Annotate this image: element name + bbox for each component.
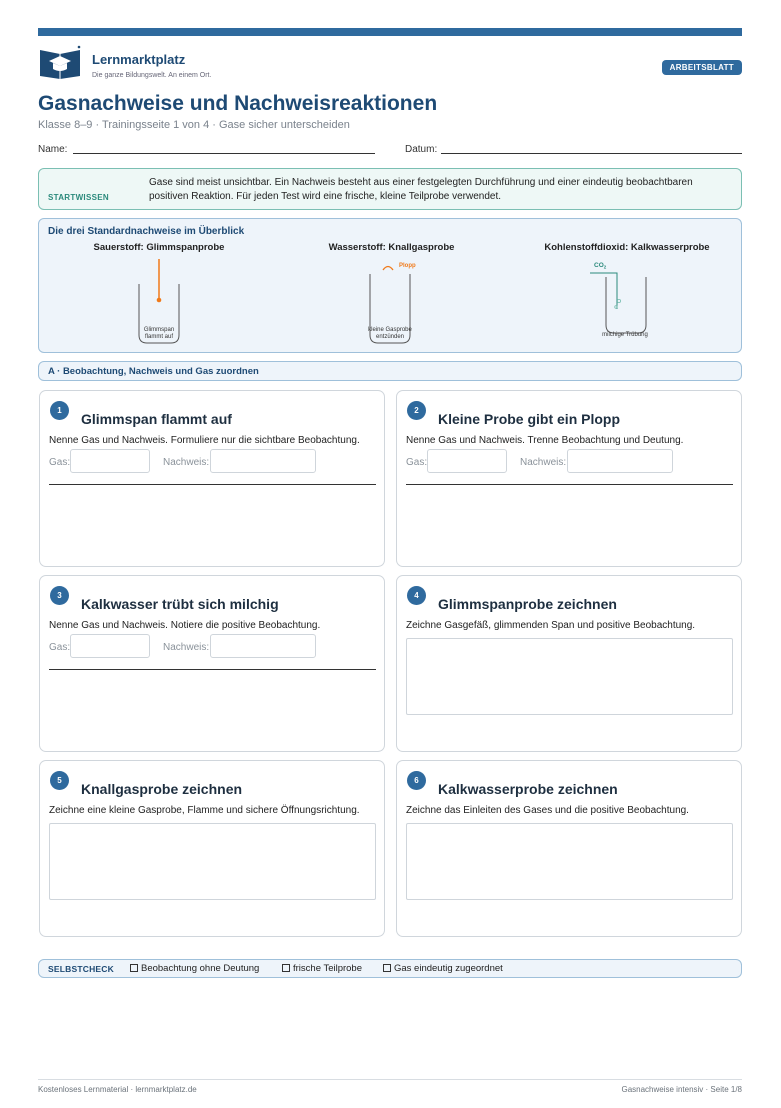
checkbox-icon[interactable] bbox=[130, 964, 138, 972]
check-label: frische Teilprobe bbox=[293, 963, 363, 974]
footer-left: Kostenloses Lernmaterial · lernmarktplatz.de bbox=[38, 1085, 197, 1094]
nachweis-label: Nachweis: bbox=[520, 457, 567, 468]
overview-heading-hydrogen: Wasserstoff: Knallgasprobe bbox=[328, 242, 455, 253]
check-label: Beobachtung ohne Deutung bbox=[141, 963, 260, 974]
overview-heading-co2: Kohlenstoffdioxid: Kalkwasserprobe bbox=[544, 242, 710, 253]
task-title: Kalkwasser trübt sich milchig bbox=[81, 596, 279, 612]
co2-label: CO bbox=[594, 262, 604, 269]
task-title: Kleine Probe gibt ein Plopp bbox=[438, 411, 621, 427]
check-item-2[interactable] bbox=[282, 963, 362, 974]
task-instruction: Zeichne das Einleiten des Gases und die positive Beobachtung. bbox=[406, 805, 689, 816]
overview-illustrations bbox=[39, 239, 743, 354]
co2-subscript: 2 bbox=[603, 264, 607, 270]
startwissen-text: Gase sind meist unsichtbar. Ein Nachweis besteht aus einer festgelegten Durchführung und einer eindeutig beobachtbaren positiven Reaktion. Für jeden Test wird eine frische, kleine Teilprobe verwendet. bbox=[149, 177, 693, 202]
selbstcheck-tag: SELBSTCHECK bbox=[48, 964, 114, 974]
task-instruction: Nenne Gas und Nachweis. Trenne Beobachtung und Deutung. bbox=[406, 435, 684, 446]
answer-line[interactable] bbox=[49, 484, 376, 485]
brand-tagline: Die ganze Bildungswelt. An einem Ort. bbox=[92, 72, 212, 79]
caption-hydrogen-2: entzünden bbox=[375, 334, 405, 340]
task-instruction: Nenne Gas und Nachweis. Notiere die positive Beobachtung. bbox=[49, 620, 321, 631]
startwissen-tag: STARTWISSEN bbox=[48, 193, 109, 202]
gas-label: Gas: bbox=[49, 457, 71, 468]
gas-input[interactable] bbox=[427, 449, 507, 473]
top-accent-bar bbox=[38, 28, 742, 36]
overview-title: Die drei Standardnachweise im Überblick bbox=[48, 226, 245, 237]
startwissen-box bbox=[38, 168, 742, 210]
check-item-1[interactable] bbox=[130, 963, 259, 974]
caption-co2-1: milchige Trübung bbox=[602, 332, 648, 338]
name-date-row bbox=[38, 144, 742, 158]
task-number: 6 bbox=[407, 771, 426, 790]
nachweis-input[interactable] bbox=[210, 449, 316, 473]
drawing-area[interactable] bbox=[406, 638, 733, 715]
caption-oxygen-2: flammt auf bbox=[144, 334, 174, 340]
plopp-label: Plopp bbox=[399, 263, 416, 269]
logo-graduation-book-icon bbox=[38, 44, 82, 80]
task-number: 3 bbox=[50, 586, 69, 605]
drawing-area[interactable] bbox=[406, 823, 733, 900]
gas-label: Gas: bbox=[406, 457, 428, 468]
nachweis-input[interactable] bbox=[210, 634, 316, 658]
drawing-area[interactable] bbox=[49, 823, 376, 900]
check-item-3[interactable] bbox=[383, 963, 503, 974]
task-instruction: Zeichne eine kleine Gasprobe, Flamme und sichere Öffnungsrichtung. bbox=[49, 805, 360, 816]
page-title: Gasnachweise und Nachweisreaktionen bbox=[38, 92, 438, 115]
test-tube-co2-icon bbox=[590, 273, 646, 333]
nachweis-input[interactable] bbox=[567, 449, 673, 473]
task-card-5 bbox=[39, 760, 385, 937]
task-number: 5 bbox=[50, 771, 69, 790]
nachweis-label: Nachweis: bbox=[163, 457, 210, 468]
gas-input[interactable] bbox=[70, 634, 150, 658]
caption-hydrogen-1: kleine Gasprobe bbox=[368, 327, 412, 333]
footer-divider bbox=[38, 1079, 742, 1080]
task-number: 1 bbox=[50, 401, 69, 420]
section-a-header bbox=[38, 361, 742, 381]
nachweis-label: Nachweis: bbox=[163, 642, 210, 653]
gas-input[interactable] bbox=[70, 449, 150, 473]
task-card-4 bbox=[396, 575, 742, 752]
date-line[interactable] bbox=[441, 153, 742, 154]
task-instruction: Zeichne Gasgefäß, glimmenden Span und positive Beobachtung. bbox=[406, 620, 696, 631]
checkbox-icon[interactable] bbox=[383, 964, 391, 972]
checkbox-icon[interactable] bbox=[282, 964, 290, 972]
task-card-1 bbox=[39, 390, 385, 567]
task-card-2 bbox=[396, 390, 742, 567]
worksheet-badge: ARBEITSBLATT bbox=[662, 60, 742, 75]
check-label: Gas eindeutig zugeordnet bbox=[394, 963, 503, 974]
overview-heading-oxygen: Sauerstoff: Glimmspanprobe bbox=[93, 242, 225, 253]
task-title: Knallgasprobe zeichnen bbox=[81, 781, 243, 797]
task-title: Glimmspan flammt auf bbox=[81, 411, 232, 427]
page-subtitle: Klasse 8–9 · Trainingsseite 1 von 4 · Gase sicher unterscheiden bbox=[38, 119, 350, 131]
task-card-6 bbox=[396, 760, 742, 937]
task-number: 4 bbox=[407, 586, 426, 605]
name-line[interactable] bbox=[73, 153, 375, 154]
section-a-label: A · Beobachtung, Nachweis und Gas zuordnen bbox=[48, 366, 259, 377]
selbstcheck-bar bbox=[38, 959, 742, 978]
caption-oxygen-1: Glimmspan bbox=[143, 327, 175, 333]
task-title: Kalkwasserprobe zeichnen bbox=[438, 781, 618, 797]
task-title: Glimmspanprobe zeichnen bbox=[438, 596, 617, 612]
answer-line[interactable] bbox=[49, 669, 376, 670]
task-card-3 bbox=[39, 575, 385, 752]
task-instruction: Nenne Gas und Nachweis. Formuliere nur die sichtbare Beobachtung. bbox=[49, 435, 360, 446]
name-label: Name: bbox=[38, 144, 68, 155]
date-label: Datum: bbox=[405, 144, 438, 155]
answer-line[interactable] bbox=[406, 484, 733, 485]
gas-label: Gas: bbox=[49, 642, 71, 653]
task-number: 2 bbox=[407, 401, 426, 420]
brand-name: Lernmarktplatz bbox=[92, 52, 186, 67]
footer-right: Gasnachweise intensiv · Seite 1/8 bbox=[621, 1085, 742, 1094]
overview-box bbox=[38, 218, 742, 353]
svg-text:CO2 bbox=[594, 262, 607, 270]
